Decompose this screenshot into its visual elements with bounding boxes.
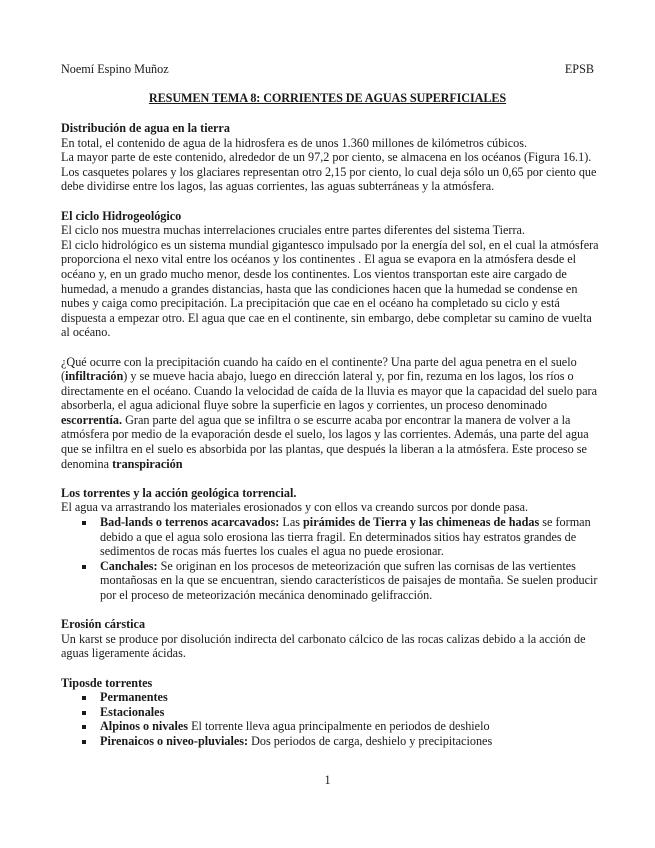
text-run: El torrente lleva agua principalmente en periodos de deshielo bbox=[188, 719, 490, 734]
paragraph: En total, el contenido de agua de la hidrosfera es de unos 1.360 millones de kilómetros cúbicos. bbox=[61, 135, 528, 150]
section-heading: Distribución de agua en la tierra bbox=[61, 121, 230, 135]
section-torrents bbox=[61, 486, 601, 603]
organization-name: EPSB bbox=[564, 62, 594, 76]
term-infiltracion: infiltración bbox=[65, 369, 124, 384]
list-term: Canchales: bbox=[100, 558, 158, 573]
list-term: Permanentes bbox=[100, 690, 168, 705]
section-heading: El ciclo Hidrogeológico bbox=[61, 208, 182, 223]
section-heading: Los torrentes y la acción geológica torrencial. bbox=[61, 485, 297, 500]
paragraph bbox=[61, 355, 601, 472]
list-term: Pirenaicos o niveo-pluviales: bbox=[100, 733, 249, 748]
paragraph: Un karst se produce por disolución indirecta del carbonato cálcico de las rocas calizas debido a la acción de aguas ligeramente ácidas. bbox=[61, 631, 586, 661]
text-run: ) y se mueve hacia abajo, luego en dirección lateral y, por fin, rezuma en los lagos, los ríos o directamente en el océano. Cuando la velocidad de caída de la lluvia es mayor que la capacidad del suelo para absorberla, el agua adicional fluye sobre la superficie en lagos y corrientes, un proceso denominado bbox=[61, 369, 598, 413]
paragraph: La mayor parte de este contenido, alrededor de un 97,2 por ciento, se almacena en los océanos (Figura 16.1). Los casquetes polares y los glaciares representan otro 2,15 por ciento, lo cual deja sólo un 0,65 por ciento que debe dividirse entre los lagos, las aguas corrientes, las aguas subterráneas y la atmósfera. bbox=[61, 150, 597, 194]
page-header bbox=[61, 62, 594, 78]
list-term: Estacionales bbox=[100, 704, 165, 719]
section-water-distribution bbox=[61, 121, 601, 194]
list-item bbox=[100, 515, 601, 559]
term-transpiracion: transpiración bbox=[112, 456, 183, 471]
list-item bbox=[100, 690, 601, 705]
list-term: Bad-lands o terrenos acarcavados: bbox=[100, 515, 280, 530]
text-run: Gran parte del agua que se infiltra o se escurre acaba por encontrar la manera de volver a la atmósfera por medio de la evaporación desde el suelo, los lagos y las corrientes. Además, una parte del agua que se infiltra en el suelo es absorbida por las plantas, que después la liberan a la atmósfera. Este proceso se denomina bbox=[61, 412, 589, 471]
paragraph: El agua va arrastrando los materiales erosionados y con ellos va creando surcos por donde pasa. bbox=[61, 500, 529, 515]
list-item bbox=[100, 734, 601, 749]
text-run: Las bbox=[279, 515, 304, 530]
text-run: Se originan en los procesos de meteorización que sufren las cornisas de las vertientes montañosas en la que se encuentran, siendo característicos de paisajes de montaña. Se suelen producir por el proceso de meteorización mecánica denominado gelifracción. bbox=[100, 558, 598, 602]
section-karst-erosion bbox=[61, 617, 601, 661]
paragraph: El ciclo hidrológico es un sistema mundial gigantesco impulsado por la energía del sol, en el cual la atmósfera proporciona el nexo vital entre los océanos y los continentes . El agua se evapora en la atmósfera desde el océano y, en un grado mucho menor, desde los continentes. Los vientos transportan este aire cargado de humedad, a menudo a grandes distancias, hasta que las condiciones hacen que la humedad se condense en nubes y caiga como precipitación. La precipitación que cae en el océano ha completado su ciclo y está dispuesta a empezar otro. El agua que cae en el continente, sin embargo, debe completar su camino de vuelta al océano. bbox=[61, 237, 599, 340]
section-heading: Erosión cárstica bbox=[61, 617, 146, 632]
document-body bbox=[61, 121, 601, 763]
author-name: Noemí Espino Muñoz bbox=[61, 62, 169, 76]
list-item bbox=[100, 719, 601, 734]
bullet-list bbox=[61, 515, 601, 603]
list-item bbox=[100, 705, 601, 720]
section-torrent-types bbox=[61, 676, 601, 749]
text-run: Dos periodos de carga, deshielo y precipitaciones bbox=[248, 733, 493, 748]
page-number: 1 bbox=[324, 773, 331, 787]
list-item bbox=[100, 559, 601, 603]
text-run: ¿Qué ocurre con la precipitación cuando ha caído en el continente? Una parte del agua penetra en el suelo ( bbox=[61, 354, 577, 384]
bullet-list bbox=[61, 690, 601, 748]
list-term: Alpinos o nivales bbox=[100, 719, 189, 734]
section-heading: Tiposde torrentes bbox=[61, 675, 153, 690]
term-piramides: pirámides de Tierra y las chimeneas de hadas bbox=[303, 515, 540, 530]
document-title: RESUMEN TEMA 8: CORRIENTES DE AGUAS SUPERFICIALES bbox=[148, 91, 507, 105]
section-precipitation bbox=[61, 355, 601, 472]
section-hydrologic-cycle bbox=[61, 209, 601, 340]
text-run: se forman debido a que el agua solo erosiona las tierra fragil. En determinados sitios hay estratos grandes de sedimentos de rocas más fuertes los cuales el agua no puede erosionar. bbox=[100, 515, 591, 559]
term-escorrentia: escorrentía. bbox=[61, 412, 123, 427]
paragraph: El ciclo nos muestra muchas interrelaciones cruciales entre partes diferentes del sistema Tierra. bbox=[61, 223, 525, 238]
